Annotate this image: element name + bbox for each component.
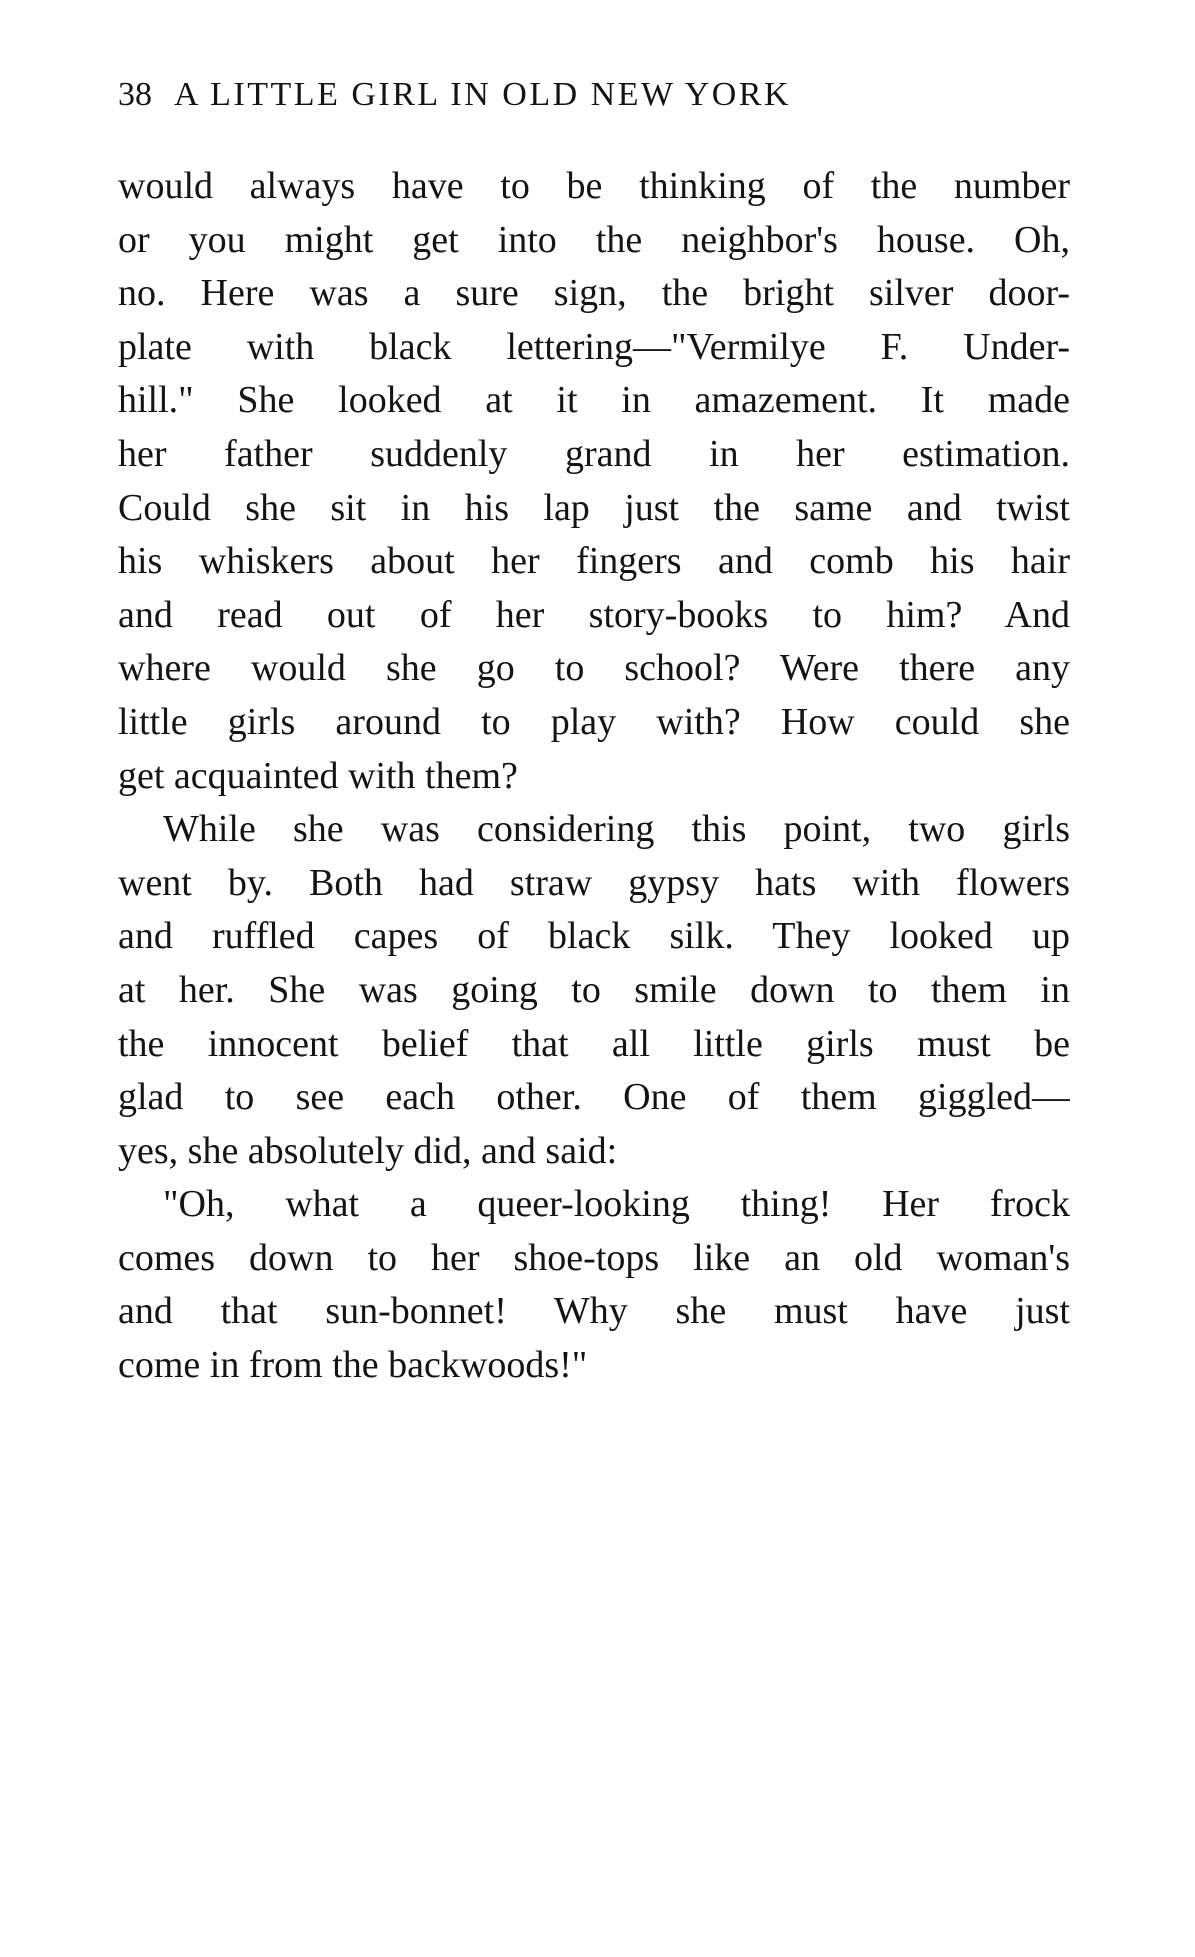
text-line: his whiskers about her fingers and comb his hair <box>118 540 1070 583</box>
text-line: no. Here was a sure sign, the bright silver door- <box>118 272 1070 315</box>
text-line: where would she go to school? Were there any <box>118 647 1070 690</box>
page-number: 38 <box>118 76 152 113</box>
text-line: plate with black lettering—"Vermilye F. Under- <box>118 325 1070 368</box>
text-line: her father suddenly grand in her estimation. <box>118 432 1070 475</box>
text-line: and ruffled capes of black silk. They looked up <box>118 915 1070 958</box>
running-title: A LITTLE GIRL IN OLD NEW YORK <box>174 76 792 113</box>
paragraph <box>118 1178 1070 1392</box>
text-line: glad to see each other. One of them giggled— <box>118 1076 1070 1119</box>
text-line: little girls around to play with? How could she <box>118 700 1070 743</box>
text-line: would always have to be thinking of the number <box>118 165 1070 207</box>
text-line: come in from the backwoods!" <box>118 1344 588 1387</box>
body-text <box>118 160 1070 1393</box>
text-line: and read out of her story-books to him? And <box>118 593 1070 636</box>
text-line: Could she sit in his lap just the same and twist <box>118 486 1070 529</box>
text-line: "Oh, what a queer-looking thing! Her frock <box>163 1183 1070 1226</box>
text-line: yes, she absolutely did, and said: <box>118 1129 618 1172</box>
paragraph <box>118 803 1070 1178</box>
paragraph <box>118 160 1070 803</box>
text-line: hill." She looked at it in amazement. It made <box>118 379 1070 422</box>
text-line: comes down to her shoe-tops like an old woman's <box>118 1236 1070 1279</box>
text-line: get acquainted with them? <box>118 754 518 797</box>
text-line: at her. She was going to smile down to them in <box>118 968 1070 1011</box>
text-line: While she was considering this point, two girls <box>163 808 1070 851</box>
text-line: and that sun-bonnet! Why she must have just <box>118 1290 1070 1333</box>
text-line: or you might get into the neighbor's house. Oh, <box>118 218 1070 261</box>
running-head <box>118 70 1078 120</box>
text-line: the innocent belief that all little girls must be <box>118 1022 1070 1065</box>
text-line: went by. Both had straw gypsy hats with flowers <box>118 861 1070 904</box>
